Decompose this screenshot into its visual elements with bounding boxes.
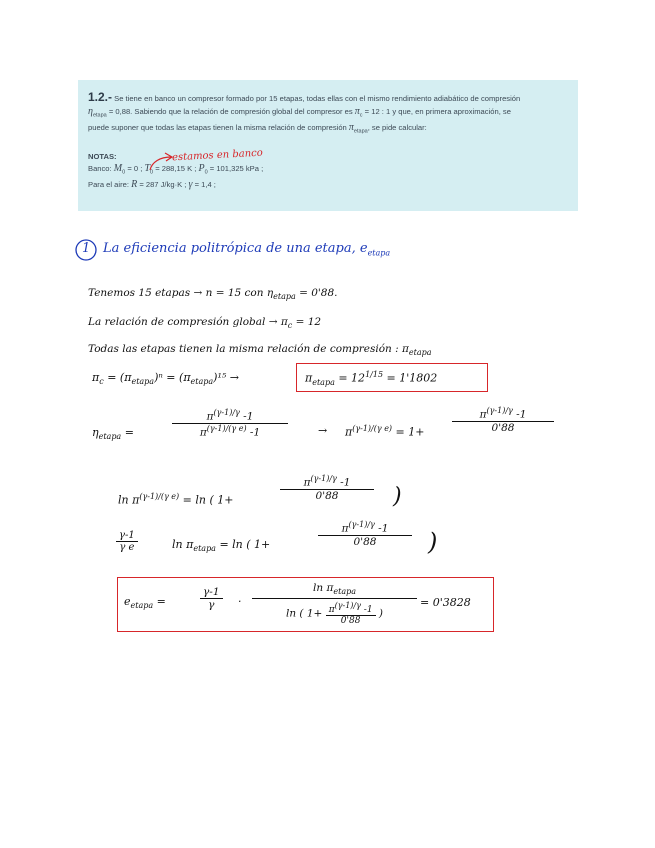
m0-symbol: M bbox=[113, 163, 123, 175]
problem-text-1: Se tiene en banco un compresor formado por 15 etapas, todas ellas con el mismo rendimiento adiabático de compresión bbox=[114, 94, 521, 103]
equation-ln-2-fraction: $\frac{\pi^{(\gamma-1)/\gamma} -1}{0'88}$ bbox=[318, 520, 412, 548]
m0-value: = 0 ; bbox=[127, 164, 143, 174]
equation-eta-lhs: $\eta_{etapa}$ = bbox=[92, 426, 134, 442]
equation-eta-rhs: $\pi^{(\gamma-1)/(\gamma e)} = 1+$ bbox=[345, 424, 425, 439]
heading-text: La eficiencia politrópica de una etapa, $e_{etapa}$ bbox=[103, 241, 391, 258]
result-pi-etapa: $\pi_{etapa} = 12^{1/15} = 1'1802$ bbox=[305, 370, 438, 387]
problem-number: 1.2.- bbox=[88, 90, 113, 104]
eta-subscript: etapa bbox=[92, 112, 107, 119]
p0-symbol: P bbox=[198, 163, 205, 175]
equation-ln-1: $\ln \pi^{(\gamma-1)/(\gamma e)} = \ln$ ( 1+ bbox=[118, 492, 234, 507]
aire-label: Para el aire: bbox=[88, 180, 129, 190]
eta-symbol: η bbox=[88, 105, 93, 117]
p0-value: = 101,325 kPa ; bbox=[209, 164, 264, 174]
problem-text-3b: , se pide calcular: bbox=[367, 122, 427, 132]
equation-pi-c: $\pi_c = (\pi_{etapa})^n = (\pi_{etapa})^{15}$ → bbox=[92, 371, 239, 387]
annotation-arrow bbox=[150, 157, 171, 170]
red-annotation: estamos en banco bbox=[171, 147, 264, 164]
problem-text-2: = 0,88. Sabiendo que la relación de compresión global del compresor es bbox=[108, 106, 353, 116]
pi-etapa-subscript: etapa bbox=[353, 128, 368, 135]
t0-value: = 288,15 K ; bbox=[155, 164, 197, 174]
equation-e-dot: · bbox=[238, 595, 242, 608]
pi-c-symbol: π bbox=[354, 105, 360, 117]
heading-number: 1 bbox=[82, 241, 91, 256]
equation-eta-fraction: $\frac{\pi^{(\gamma-1)/\gamma} -1}{\pi^{(\gamma-1)/(\gamma e)} -1}$ bbox=[172, 408, 288, 438]
equation-ln-1-close: ) bbox=[393, 484, 402, 509]
r-value: = 287 J/kg·K ; bbox=[139, 180, 187, 190]
line-etapas: Tenemos 15 etapas → n = 15 con $\eta_{etapa} = 0'88$. bbox=[88, 287, 338, 302]
gamma-symbol: γ bbox=[188, 179, 193, 191]
equation-ln-2: $\ln \pi_{etapa} = \ln$ ( 1+ bbox=[172, 538, 271, 554]
equation-eta-rhs-fraction: $\frac{\pi^{(\gamma-1)/\gamma} -1}{0'88}$ bbox=[452, 406, 554, 434]
equation-ln-2-close: ) bbox=[428, 528, 438, 556]
line-relacion-global: La relación de compresión global → $\pi_c = 12$ bbox=[88, 316, 322, 331]
pi-c-subscript: c bbox=[359, 112, 363, 119]
notes-title: NOTAS: bbox=[88, 151, 117, 161]
equation-e-main-fraction: $\ln \pi_{etapa}$ ln ( 1+ $\frac{\pi^{(\gamma-1)/\gamma} -1}{0'88}$ ) bbox=[252, 582, 417, 626]
t0-symbol: T bbox=[144, 163, 150, 175]
equation-e-gamma-fraction: $\frac{\gamma-1}{\gamma}$ bbox=[200, 586, 223, 611]
notes-banco-line: Banco: $M_0 = 0$ ; $T_0 = 288,15$ K ; $P_0 = 101,325$ kPa ; bbox=[88, 163, 264, 176]
banco-label: Banco: bbox=[88, 164, 112, 174]
problem-text-2b: = 12 : 1 y que, en primera aproximación, se bbox=[364, 106, 511, 116]
equation-ln-1-fraction: $\frac{\pi^{(\gamma-1)/\gamma} -1}{0'88}$ bbox=[280, 474, 374, 502]
equation-eta-arrow: → bbox=[318, 424, 328, 437]
r-symbol: R bbox=[131, 179, 138, 191]
pi-etapa-symbol: π bbox=[348, 121, 354, 133]
equation-ln-2-lhs-fraction: $\frac{\gamma-1}{\text{γ e}}$ bbox=[116, 530, 138, 553]
line-misma-relacion: Todas las etapas tienen la misma relación de compresión : $\pi_{etapa}$ bbox=[88, 343, 432, 358]
problem-text-3: puede suponer que todas las etapas tienen la misma relación de compresión bbox=[88, 122, 347, 132]
equation-e-lhs: $e_{etapa}$ = bbox=[124, 595, 166, 611]
equation-e-result: = 0'3828 bbox=[420, 596, 471, 609]
gamma-value: = 1,4 ; bbox=[194, 180, 216, 190]
